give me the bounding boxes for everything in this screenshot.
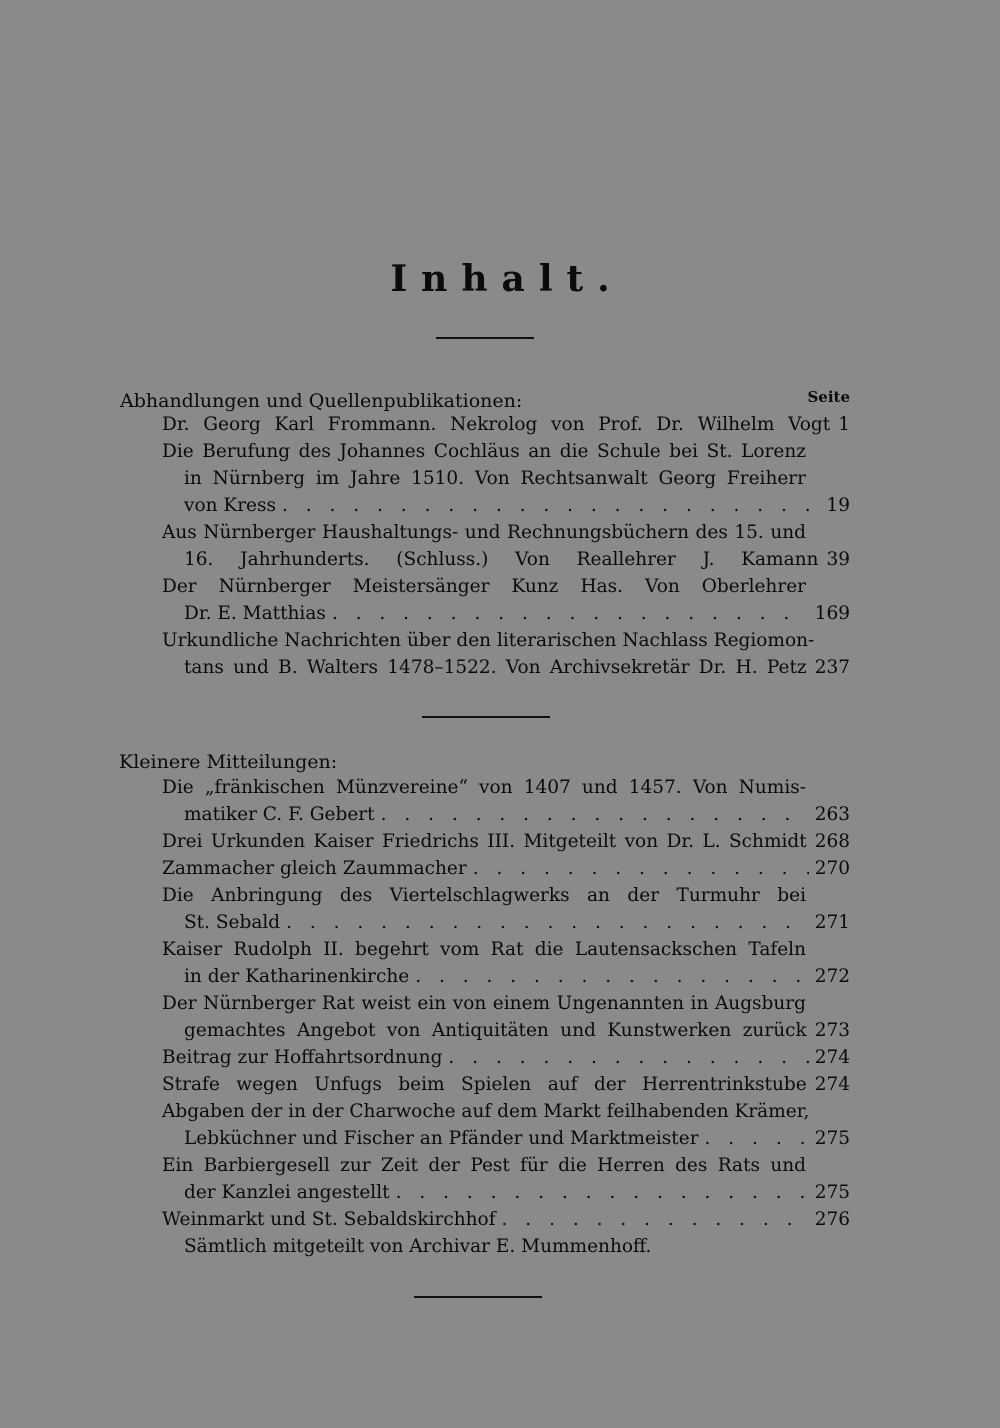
page-number: 276	[814, 1209, 850, 1230]
page-number: 275	[814, 1128, 850, 1149]
toc-entry-line	[162, 492, 850, 519]
toc-entry	[162, 990, 850, 1044]
dot-leader	[282, 492, 818, 519]
toc-entry-line	[162, 963, 850, 990]
page-number: 169	[814, 603, 850, 624]
toc-entry-text: St. Sebald	[184, 912, 281, 933]
section-abhandlungen-list	[162, 411, 850, 681]
dot-leader	[705, 1125, 809, 1152]
page-number: 1	[838, 414, 850, 435]
toc-entry-text: Dr. E. Matthias	[184, 603, 326, 624]
toc-entry-text: Zammacher gleich Zaummacher	[162, 858, 467, 879]
page-number: 39	[826, 549, 850, 570]
toc-entry-line: Ein Barbiergesell zur Zeit der Pest für die Herren des Rats und	[162, 1155, 806, 1176]
toc-entry-line	[162, 828, 850, 855]
toc-entry	[162, 882, 850, 936]
dot-leader	[381, 801, 809, 828]
section-divider	[422, 716, 550, 718]
toc-entry-line	[162, 909, 850, 936]
toc-entry-line	[162, 1071, 850, 1098]
toc-entry-text: der Kanzlei angestellt	[184, 1182, 390, 1203]
dot-leader	[448, 1044, 808, 1071]
dot-leader	[332, 600, 809, 627]
title-rule	[436, 337, 534, 339]
toc-entry	[162, 1098, 850, 1152]
dot-leader	[415, 963, 808, 990]
toc-entry-line	[162, 600, 850, 627]
toc-entry-text: Dr. Georg Karl Frommann. Nekrolog von Prof. Dr. Wilhelm Vogt	[162, 414, 831, 435]
page-number: 263	[814, 804, 850, 825]
toc-entry	[162, 855, 850, 882]
page-number: 19	[826, 495, 850, 516]
toc-entry-line: Die „fränkischen Münzvereine“ von 1407 und 1457. Von Numis-	[162, 777, 806, 798]
toc-entry-line	[162, 1044, 850, 1071]
page-number: 270	[814, 858, 850, 879]
section-heading-label: Kleinere Mitteilungen:	[119, 751, 338, 773]
toc-entry-text: Beitrag zur Hoffahrtsordnung	[162, 1047, 443, 1068]
toc-entry-line: Aus Nürnberger Haushaltungs- und Rechnungsbüchern des 15. und	[162, 522, 806, 543]
toc-entry-line: Die Anbringung des Viertelschlagwerks an der Turmuhr bei	[162, 885, 806, 906]
page-number: 273	[814, 1020, 850, 1041]
toc-entry	[162, 519, 850, 573]
page-number: 275	[814, 1182, 850, 1203]
toc-entry	[162, 828, 850, 855]
toc-entry-line	[162, 801, 850, 828]
page-number: 272	[814, 966, 850, 987]
footer-note: Sämtlich mitgeteilt von Archivar E. Mummenhoff.	[184, 1236, 652, 1257]
toc-entry-line	[162, 1206, 850, 1233]
section-kleinere-list	[162, 774, 850, 1260]
section-heading-kleinere	[119, 748, 849, 776]
seite-label: Seite	[807, 388, 850, 406]
toc-entry	[162, 573, 850, 627]
toc-entry-line	[162, 546, 850, 573]
page-number: 274	[814, 1074, 850, 1095]
toc-entry-line: Kaiser Rudolph II. begehrt vom Rat die Lautensackschen Tafeln	[162, 939, 806, 960]
dot-leader	[473, 855, 809, 882]
toc-entry-line: in Nürnberg im Jahre 1510. Von Rechtsanwalt Georg Freiherr	[184, 468, 806, 489]
toc-entry-text: 16. Jahrhunderts. (Schluss.) Von Reallehrer J. Kamann	[184, 549, 819, 570]
dot-leader	[396, 1179, 809, 1206]
toc-entry-text: tans und B. Walters 1478–1522. Von Archivsekretär Dr. H. Petz	[184, 657, 807, 678]
page-number: 274	[814, 1047, 850, 1068]
toc-entry	[162, 1071, 850, 1098]
section-heading-label: Abhandlungen und Quellenpublikationen:	[120, 390, 523, 412]
toc-entry	[162, 627, 850, 681]
toc-entry-text: gemachtes Angebot von Antiquitäten und Kunstwerken zurück	[184, 1020, 807, 1041]
toc-entry-text: Drei Urkunden Kaiser Friedrichs III. Mitgeteilt von Dr. L. Schmidt	[162, 831, 807, 852]
page-number: 271	[814, 912, 850, 933]
toc-entry-text: in der Katharinenkirche	[184, 966, 410, 987]
toc-entry	[162, 438, 850, 519]
toc-entry-line	[162, 855, 850, 882]
page-number: 237	[814, 657, 850, 678]
toc-entry-text: Lebküchner und Fischer an Pfänder und Marktmeister	[184, 1128, 699, 1149]
toc-entry	[162, 1152, 850, 1206]
toc-entry-line: Abgaben der in der Charwoche auf dem Markt feilhabenden Krämer,	[162, 1101, 810, 1122]
page-title: Inhalt.	[390, 258, 624, 300]
toc-entry-line	[162, 1125, 850, 1152]
toc-entry-line	[162, 654, 850, 681]
toc-entry	[162, 1206, 850, 1233]
toc-entry-line	[162, 411, 850, 438]
toc-entry	[162, 1044, 850, 1071]
toc-entry-line: Urkundliche Nachrichten über den literarischen Nachlass Regiomon-	[162, 630, 815, 651]
toc-entry-line: Die Berufung des Johannes Cochläus an die Schule bei St. Lorenz	[162, 441, 806, 462]
toc-entry-line: Der Nürnberger Meistersänger Kunz Has. Von Oberlehrer	[162, 576, 806, 597]
toc-entry	[162, 936, 850, 990]
toc-entry	[162, 774, 850, 828]
toc-entry-line	[162, 1179, 850, 1206]
bottom-rule	[414, 1296, 542, 1298]
toc-entry-text: matiker C. F. Gebert	[184, 804, 375, 825]
page-number: 268	[814, 831, 850, 852]
toc-entry-text: Weinmarkt und St. Sebaldskirchhof	[162, 1209, 496, 1230]
toc-entry-line	[162, 1017, 850, 1044]
toc-entry-line: Der Nürnberger Rat weist ein von einem Ungenannten in Augsburg	[162, 993, 806, 1014]
toc-entry	[162, 411, 850, 438]
dot-leader	[502, 1206, 809, 1233]
dot-leader	[286, 909, 809, 936]
toc-entry-text: Strafe wegen Unfugs beim Spielen auf der Herrentrinkstube	[162, 1074, 807, 1095]
toc-entry-text: von Kress	[184, 495, 276, 516]
